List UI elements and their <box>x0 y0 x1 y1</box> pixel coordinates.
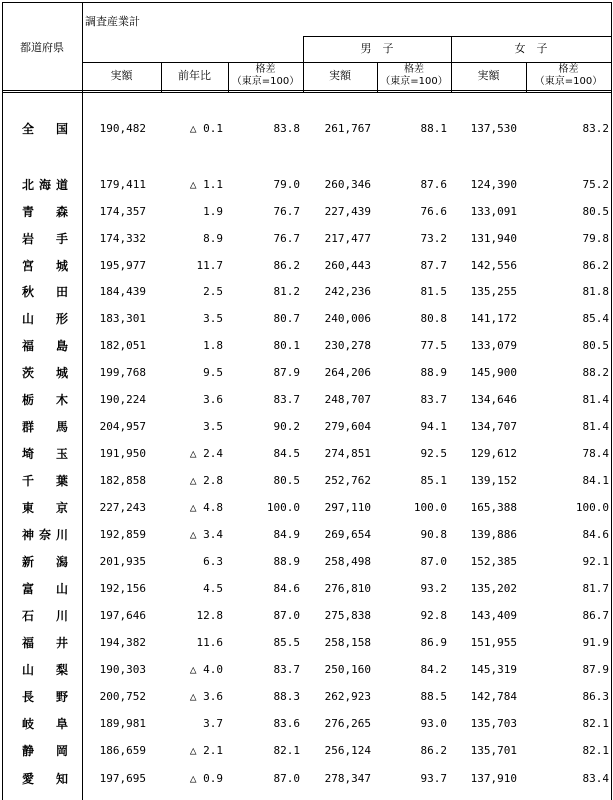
male-amount: 240,006 <box>324 312 371 325</box>
female-gap: 83.4 <box>582 772 609 785</box>
total-gap: 76.7 <box>273 205 300 218</box>
male-amount: 261,767 <box>324 122 371 135</box>
female-gap: 80.5 <box>582 205 609 218</box>
female-amount: 139,152 <box>470 474 517 487</box>
prefecture-name: 山 形 <box>22 312 68 326</box>
female-gap: 88.2 <box>582 366 609 379</box>
yoy-change: △ 0.1 <box>189 122 223 135</box>
prefecture-name: 静 岡 <box>22 744 68 758</box>
total-gap: 100.0 <box>266 501 300 514</box>
yoy-header: 前年比 <box>178 69 211 82</box>
total-gap: 80.7 <box>273 312 300 325</box>
male-amount: 258,158 <box>324 636 371 649</box>
prefecture-name: 岩 手 <box>22 232 68 246</box>
male-gap: 87.6 <box>420 178 447 191</box>
total-gap: 88.3 <box>273 690 300 703</box>
female-gap: 84.1 <box>582 474 609 487</box>
male-gap: 94.1 <box>420 420 447 433</box>
yoy-change: △ 4.0 <box>189 663 223 676</box>
total-amount: 200,752 <box>99 690 146 703</box>
prefecture-name: 神奈川 <box>22 528 68 542</box>
prefecture-name: 長 野 <box>22 690 68 704</box>
prefecture-name: 石 川 <box>22 609 68 623</box>
total-amount: 192,156 <box>99 582 146 595</box>
yoy-change: 11.6 <box>196 636 223 649</box>
male-gap: 100.0 <box>413 501 447 514</box>
female-gap: 84.6 <box>582 528 609 541</box>
total-gap: 83.6 <box>273 717 300 730</box>
yoy-change: △ 0.9 <box>189 772 223 785</box>
total-gap: 76.7 <box>273 232 300 245</box>
border-top <box>2 2 611 3</box>
yoy-change: 4.5 <box>203 582 223 595</box>
male-gap: 86.2 <box>420 744 447 757</box>
total-gap: 79.0 <box>273 178 300 191</box>
male-amount: 269,654 <box>324 528 371 541</box>
female-gap: 81.4 <box>582 393 609 406</box>
male-gap: 77.5 <box>420 339 447 352</box>
male-amount: 258,498 <box>324 555 371 568</box>
male-amount: 278,347 <box>324 772 371 785</box>
male-amount: 276,810 <box>324 582 371 595</box>
total-amount: 186,659 <box>99 744 146 757</box>
male-gap: 88.1 <box>420 122 447 135</box>
male-gap: 88.5 <box>420 690 447 703</box>
male-gap: 87.0 <box>420 555 447 568</box>
pref-header: 都道府県 <box>20 41 64 54</box>
male-gap: 92.8 <box>420 609 447 622</box>
male-gap: 85.1 <box>420 474 447 487</box>
female-gap: 91.9 <box>582 636 609 649</box>
female-gap: 86.2 <box>582 259 609 272</box>
female-gap: 87.9 <box>582 663 609 676</box>
yoy-change: 3.6 <box>203 393 223 406</box>
total-gap: 84.6 <box>273 582 300 595</box>
male-amount: 279,604 <box>324 420 371 433</box>
male-amount: 297,110 <box>324 501 371 514</box>
prefecture-name: 東 京 <box>22 501 68 515</box>
male-amount: 250,160 <box>324 663 371 676</box>
female-amount: 134,707 <box>470 420 517 433</box>
male-gap: 87.7 <box>420 259 447 272</box>
female-amount: 135,202 <box>470 582 517 595</box>
female-amount: 124,390 <box>470 178 517 191</box>
male-header: 男 子 <box>360 42 394 55</box>
male-gap: 93.2 <box>420 582 447 595</box>
total-amount: 190,303 <box>99 663 146 676</box>
male-amount: 242,236 <box>324 285 371 298</box>
prefecture-name: 全 国 <box>22 122 68 136</box>
female-amount: 137,530 <box>470 122 517 135</box>
female-amount: 133,079 <box>470 339 517 352</box>
male-gap-header-top: 格差 <box>404 64 424 75</box>
yoy-change: 12.8 <box>196 609 223 622</box>
prefecture-name: 埼 玉 <box>22 447 68 461</box>
prefecture-name: 千 葉 <box>22 474 68 488</box>
prefecture-name: 群 馬 <box>22 420 68 434</box>
prefecture-name: 山 梨 <box>22 663 68 677</box>
male-gap: 83.7 <box>420 393 447 406</box>
female-gap: 82.1 <box>582 717 609 730</box>
total-gap: 90.2 <box>273 420 300 433</box>
yoy-change: 8.9 <box>203 232 223 245</box>
female-amount: 152,385 <box>470 555 517 568</box>
female-gap: 81.8 <box>582 285 609 298</box>
male-gap: 93.7 <box>420 772 447 785</box>
male-gap: 76.6 <box>420 205 447 218</box>
prefecture-name: 栃 木 <box>22 393 68 407</box>
male-gap: 81.5 <box>420 285 447 298</box>
prefecture-name: 茨 城 <box>22 366 68 380</box>
male-amount: 252,762 <box>324 474 371 487</box>
gap-header-top: 格差 <box>255 64 276 75</box>
female-gap: 82.1 <box>582 744 609 757</box>
male-amount: 248,707 <box>324 393 371 406</box>
male-amount: 260,346 <box>324 178 371 191</box>
female-amount: 143,409 <box>470 609 517 622</box>
female-amount: 145,319 <box>470 663 517 676</box>
yoy-change: 3.5 <box>203 312 223 325</box>
female-gap-header-top: 格差 <box>558 64 579 75</box>
yoy-change: 3.5 <box>203 420 223 433</box>
total-amount: 195,977 <box>99 259 146 272</box>
total-gap: 83.7 <box>273 393 300 406</box>
female-gap: 100.0 <box>575 501 609 514</box>
female-amount: 151,955 <box>470 636 517 649</box>
total-amount-header: 実額 <box>110 69 133 82</box>
total-amount: 182,051 <box>99 339 146 352</box>
total-amount: 183,301 <box>99 312 146 325</box>
prefecture-name: 新 潟 <box>22 555 68 569</box>
total-gap: 85.5 <box>273 636 300 649</box>
total-gap: 88.9 <box>273 555 300 568</box>
male-amount: 275,838 <box>324 609 371 622</box>
prefecture-name: 北海道 <box>22 178 68 192</box>
total-amount: 189,981 <box>99 717 146 730</box>
male-amount: 230,278 <box>324 339 371 352</box>
male-gap: 88.9 <box>420 366 447 379</box>
yoy-change: △ 3.6 <box>189 690 223 703</box>
prefecture-name: 秋 田 <box>22 285 68 299</box>
female-gap: 81.4 <box>582 420 609 433</box>
female-amount-header: 実額 <box>477 69 500 82</box>
female-amount: 139,886 <box>470 528 517 541</box>
male-gap: 93.0 <box>420 717 447 730</box>
yoy-change: 3.7 <box>203 717 223 730</box>
yoy-change: △ 2.1 <box>189 744 223 757</box>
prefecture-name: 福 島 <box>22 339 68 353</box>
female-gap: 75.2 <box>582 178 609 191</box>
female-amount: 142,556 <box>470 259 517 272</box>
total-gap: 87.0 <box>273 609 300 622</box>
total-gap: 87.9 <box>273 366 300 379</box>
prefecture-name: 宮 城 <box>22 259 68 273</box>
total-amount: 192,859 <box>99 528 146 541</box>
female-amount: 129,612 <box>470 447 517 460</box>
rule-header-bottom <box>2 90 611 91</box>
total-gap: 84.5 <box>273 447 300 460</box>
female-gap: 83.2 <box>582 122 609 135</box>
total-amount: 199,768 <box>99 366 146 379</box>
male-gap: 84.2 <box>420 663 447 676</box>
yoy-change: 1.8 <box>203 339 223 352</box>
prefecture-name: 愛 知 <box>22 772 68 786</box>
prefecture-name: 青 森 <box>22 205 68 219</box>
female-gap: 81.7 <box>582 582 609 595</box>
border-left <box>2 2 3 800</box>
yoy-change: 9.5 <box>203 366 223 379</box>
female-gap: 92.1 <box>582 555 609 568</box>
yoy-change: 11.7 <box>196 259 223 272</box>
total-amount: 179,411 <box>99 178 146 191</box>
rule-header-bottom-2 <box>2 92 611 93</box>
total-amount: 184,439 <box>99 285 146 298</box>
female-gap: 86.7 <box>582 609 609 622</box>
male-gap: 73.2 <box>420 232 447 245</box>
survey-header: 調査産業計 <box>85 15 140 28</box>
total-amount: 227,243 <box>99 501 146 514</box>
female-amount: 135,255 <box>470 285 517 298</box>
border-right <box>611 2 612 800</box>
female-amount: 135,701 <box>470 744 517 757</box>
female-amount: 165,388 <box>470 501 517 514</box>
female-gap: 80.5 <box>582 339 609 352</box>
female-amount: 134,646 <box>470 393 517 406</box>
total-gap: 80.5 <box>273 474 300 487</box>
total-gap: 83.7 <box>273 663 300 676</box>
male-gap: 90.8 <box>420 528 447 541</box>
total-gap: 80.1 <box>273 339 300 352</box>
male-amount-header: 実額 <box>329 69 351 82</box>
total-amount: 204,957 <box>99 420 146 433</box>
total-amount: 191,950 <box>99 447 146 460</box>
prefecture-name: 富 山 <box>22 582 68 596</box>
rule-male-female-top <box>303 36 611 37</box>
male-amount: 276,265 <box>324 717 371 730</box>
male-gap: 86.9 <box>420 636 447 649</box>
total-amount: 197,646 <box>99 609 146 622</box>
male-gap: 92.5 <box>420 447 447 460</box>
total-amount: 201,935 <box>99 555 146 568</box>
total-amount: 182,858 <box>99 474 146 487</box>
female-gap: 85.4 <box>582 312 609 325</box>
total-gap: 82.1 <box>273 744 300 757</box>
total-gap: 84.9 <box>273 528 300 541</box>
prefecture-name: 岐 阜 <box>22 717 68 731</box>
yoy-change: △ 3.4 <box>189 528 223 541</box>
female-gap: 86.3 <box>582 690 609 703</box>
male-gap-header-bottom: （東京=100） <box>380 76 448 87</box>
male-amount: 256,124 <box>324 744 371 757</box>
female-gap-header-bottom: （東京=100） <box>534 76 603 87</box>
female-amount: 133,091 <box>470 205 517 218</box>
yoy-change: △ 1.1 <box>189 178 223 191</box>
total-amount: 190,224 <box>99 393 146 406</box>
total-amount: 190,482 <box>99 122 146 135</box>
yoy-change: 6.3 <box>203 555 223 568</box>
male-amount: 262,923 <box>324 690 371 703</box>
total-gap: 87.0 <box>273 772 300 785</box>
female-amount: 135,703 <box>470 717 517 730</box>
female-amount: 137,910 <box>470 772 517 785</box>
prefecture-name: 福 井 <box>22 636 68 650</box>
female-amount: 141,172 <box>470 312 517 325</box>
female-amount: 131,940 <box>470 232 517 245</box>
female-gap: 79.8 <box>582 232 609 245</box>
total-amount: 197,695 <box>99 772 146 785</box>
female-gap: 78.4 <box>582 447 609 460</box>
total-amount: 174,357 <box>99 205 146 218</box>
total-amount: 174,332 <box>99 232 146 245</box>
yoy-change: △ 2.8 <box>189 474 223 487</box>
yoy-change: △ 4.8 <box>189 501 223 514</box>
yoy-change: 1.9 <box>203 205 223 218</box>
male-amount: 274,851 <box>324 447 371 460</box>
male-amount: 260,443 <box>324 259 371 272</box>
male-gap: 80.8 <box>420 312 447 325</box>
total-gap: 83.8 <box>273 122 300 135</box>
total-gap: 86.2 <box>273 259 300 272</box>
male-amount: 217,477 <box>324 232 371 245</box>
female-amount: 142,784 <box>470 690 517 703</box>
total-amount: 194,382 <box>99 636 146 649</box>
female-header: 女 子 <box>514 42 548 55</box>
female-amount: 145,900 <box>470 366 517 379</box>
yoy-change: 2.5 <box>203 285 223 298</box>
male-amount: 264,206 <box>324 366 371 379</box>
male-amount: 227,439 <box>324 205 371 218</box>
gap-header-bottom: （東京=100） <box>231 76 300 87</box>
total-gap: 81.2 <box>273 285 300 298</box>
yoy-change: △ 2.4 <box>189 447 223 460</box>
